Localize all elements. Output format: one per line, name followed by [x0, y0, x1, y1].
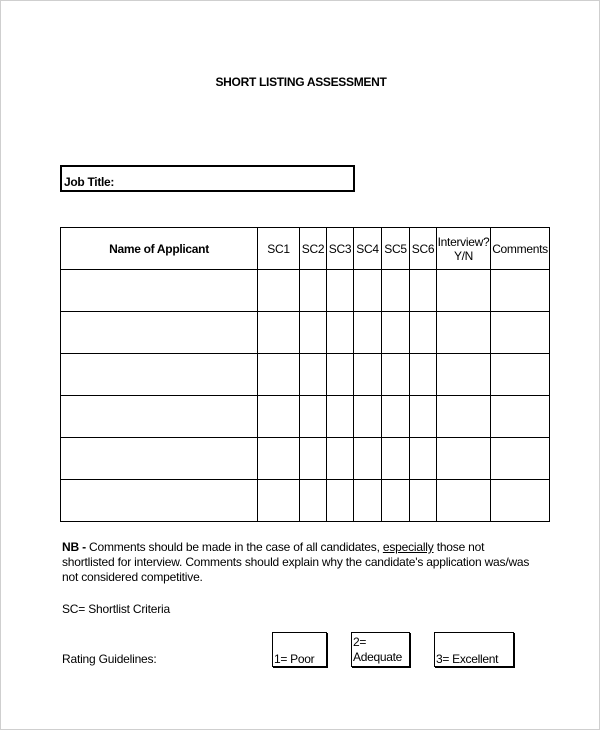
- rating-guidelines-label: Rating Guidelines:: [62, 652, 157, 666]
- applicant-table: [60, 227, 550, 522]
- cell-comments[interactable]: [491, 438, 550, 480]
- cell-sc5[interactable]: [382, 396, 410, 438]
- rating-poor-text: 1= Poor: [274, 652, 315, 666]
- cell-sc4[interactable]: [354, 396, 382, 438]
- cell-sc2[interactable]: [300, 270, 327, 312]
- cell-sc1[interactable]: [258, 438, 300, 480]
- cell-interview[interactable]: [437, 312, 491, 354]
- cell-sc3[interactable]: [327, 438, 354, 480]
- cell-interview[interactable]: [437, 270, 491, 312]
- cell-sc5[interactable]: [382, 480, 410, 522]
- cell-sc3[interactable]: [327, 480, 354, 522]
- cell-sc4[interactable]: [354, 270, 382, 312]
- job-title-label: Job Title:: [64, 175, 115, 189]
- nb-text-1: Comments should be made in the case of all candidates,: [85, 540, 383, 554]
- cell-sc5[interactable]: [382, 270, 410, 312]
- rating-adequate-word: Adequate: [353, 650, 402, 664]
- table-row: [61, 312, 550, 354]
- table-row: [61, 354, 550, 396]
- col-header-interview: [437, 228, 491, 270]
- nb-label: NB -: [62, 540, 86, 554]
- table-body: [61, 270, 550, 522]
- document-title: SHORT LISTING ASSESSMENT: [215, 75, 387, 89]
- cell-comments[interactable]: [491, 396, 550, 438]
- cell-sc1[interactable]: [258, 270, 300, 312]
- cell-sc6[interactable]: [410, 480, 437, 522]
- cell-name[interactable]: [61, 312, 258, 354]
- cell-sc1[interactable]: [258, 480, 300, 522]
- cell-sc6[interactable]: [410, 312, 437, 354]
- table-row: [61, 438, 550, 480]
- cell-interview[interactable]: [437, 396, 491, 438]
- cell-sc1[interactable]: [258, 354, 300, 396]
- rating-box-poor: [272, 632, 327, 667]
- col-header-interview-yn: Y/N: [453, 248, 474, 263]
- cell-sc4[interactable]: [354, 354, 382, 396]
- rating-excellent-text: 3= Excellent: [436, 652, 499, 666]
- cell-sc2[interactable]: [300, 438, 327, 480]
- cell-sc2[interactable]: [300, 396, 327, 438]
- nb-text-2: those not shortlisted for interview. Comments should explain why the candidate's application was/was not considered competitive.: [62, 540, 530, 584]
- cell-comments[interactable]: [491, 270, 550, 312]
- col-header-sc2: SC2: [300, 228, 327, 270]
- col-header-name: Name of Applicant: [61, 228, 258, 270]
- cell-sc2[interactable]: [300, 354, 327, 396]
- nb-emphasis: especially: [382, 540, 434, 554]
- col-header-sc1: SC1: [258, 228, 300, 270]
- col-header-sc6: SC6: [410, 228, 437, 270]
- col-header-sc3: SC3: [327, 228, 354, 270]
- cell-sc6[interactable]: [410, 438, 437, 480]
- cell-name[interactable]: [61, 396, 258, 438]
- cell-sc3[interactable]: [327, 312, 354, 354]
- cell-sc5[interactable]: [382, 438, 410, 480]
- cell-sc5[interactable]: [382, 354, 410, 396]
- nb-note: [62, 540, 532, 585]
- cell-interview[interactable]: [437, 354, 491, 396]
- rating-adequate-num: 2=: [353, 635, 367, 649]
- table-row: [61, 480, 550, 522]
- cell-name[interactable]: [61, 438, 258, 480]
- cell-comments[interactable]: [491, 480, 550, 522]
- cell-sc6[interactable]: [410, 270, 437, 312]
- cell-sc2[interactable]: [300, 480, 327, 522]
- cell-sc3[interactable]: [327, 270, 354, 312]
- cell-name[interactable]: [61, 480, 258, 522]
- cell-sc6[interactable]: [410, 354, 437, 396]
- cell-name[interactable]: [61, 354, 258, 396]
- cell-sc3[interactable]: [327, 396, 354, 438]
- col-header-sc5: SC5: [382, 228, 410, 270]
- cell-name[interactable]: [61, 270, 258, 312]
- cell-sc4[interactable]: [354, 438, 382, 480]
- cell-sc4[interactable]: [354, 312, 382, 354]
- cell-sc1[interactable]: [258, 312, 300, 354]
- cell-comments[interactable]: [491, 312, 550, 354]
- table-row: [61, 270, 550, 312]
- col-header-sc4: SC4: [354, 228, 382, 270]
- cell-comments[interactable]: [491, 354, 550, 396]
- cell-sc4[interactable]: [354, 480, 382, 522]
- cell-interview[interactable]: [437, 480, 491, 522]
- job-title-field[interactable]: [60, 165, 355, 192]
- table-row: [61, 396, 550, 438]
- rating-box-excellent: [434, 632, 514, 667]
- cell-sc6[interactable]: [410, 396, 437, 438]
- sc-definition: SC= Shortlist Criteria: [62, 602, 170, 616]
- cell-interview[interactable]: [437, 438, 491, 480]
- cell-sc1[interactable]: [258, 396, 300, 438]
- col-header-comments: Comments: [491, 228, 550, 270]
- cell-sc3[interactable]: [327, 354, 354, 396]
- cell-sc2[interactable]: [300, 312, 327, 354]
- rating-box-adequate: [351, 632, 410, 667]
- cell-sc5[interactable]: [382, 312, 410, 354]
- table-header-row: [61, 228, 550, 270]
- col-header-interview-q: Interview?: [437, 234, 490, 249]
